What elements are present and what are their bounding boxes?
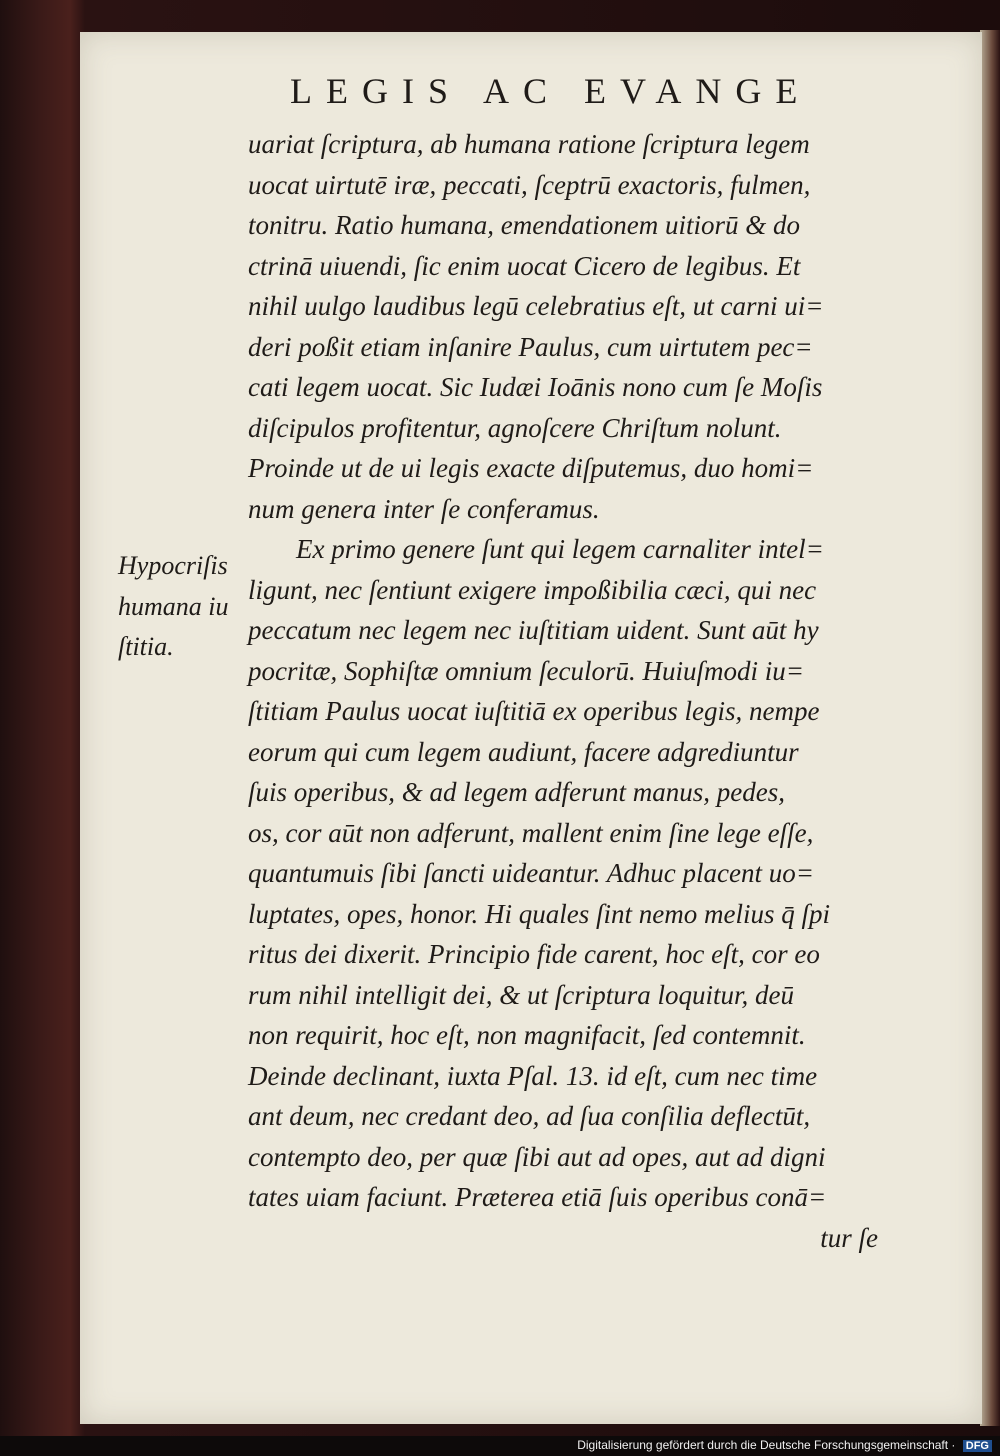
text-line: ritus dei dixerit. Principio fide carent, hoc eſt, cor eo: [248, 939, 820, 969]
text-line: Deinde declinant, iuxta Pſal. 13. id eſt, cum nec time: [248, 1060, 818, 1091]
dfg-logo: DFG: [963, 1440, 992, 1452]
text-line: uocat uirtutē iræ, peccati, ſceptrū exactoris, fulmen,: [248, 169, 811, 200]
text-line: deri poßit etiam inſanire Paulus, cum uirtutem pec=: [248, 331, 813, 362]
text-line: non requirit, hoc eſt, non magnifacit, ſed contemnit.: [248, 1020, 806, 1050]
text-line: tates uiam faciunt. Præterea etiā ſuis operibus conā=: [248, 1182, 827, 1212]
text-line: cati legem uocat. Sic Iudæi Ioānis nono cum ſe Moſis: [248, 372, 823, 402]
text-line: eorum qui cum legem audiunt, facere adgrediuntur: [248, 736, 799, 767]
catchword: tur ſe: [820, 1222, 878, 1253]
text-line: ctrinā uiuendi, ſic enim uocat Cicero de legibus. Et: [248, 250, 801, 281]
text-line: os, cor aūt non adferunt, mallent enim ſine lege eſſe,: [248, 817, 814, 848]
text-line: contempto deo, per quæ ſibi aut ad opes, aut ad digni: [248, 1141, 826, 1172]
text-line: ligunt, nec ſentiunt exigere impoßibilia cæci, qui nec: [248, 574, 817, 605]
text-line: tonitru. Ratio humana, emendationem uitiorū & do: [248, 210, 800, 240]
marginal-note-line: ſtitia.: [118, 632, 174, 661]
text-line: Proinde ut de ui legis exacte diſputemus, duo homi=: [248, 453, 814, 483]
marginal-note-line: humana iu: [118, 591, 229, 621]
text-line: Ex primo genere ſunt qui legem carnaliter intel=: [296, 534, 824, 564]
text-line: pocritæ, Sophiſtæ omnium ſeculorū. Huiuſmodi iu=: [248, 655, 804, 686]
text-line: diſcipulos profitentur, agnoſcere Chriſtum nolunt.: [248, 412, 782, 443]
page-edge: [980, 30, 1000, 1426]
footer-credit: [577, 1438, 992, 1452]
marginal-note-line: Hypocriſis: [118, 551, 228, 580]
text-line: peccatum nec legem nec iuſtitiam uident. Sunt aūt hy: [248, 615, 819, 645]
text-line: rum nihil intelligit dei, & ut ſcriptura loquitur, deū: [248, 979, 794, 1010]
text-line: nihil uulgo laudibus legū celebratius eſt, ut carni ui=: [248, 291, 824, 321]
body-text: [248, 124, 878, 1258]
footer-credit-text: Digitalisierung gefördert durch die Deutsche Forschungsgemeinschaft ·: [577, 1438, 956, 1452]
text-line: ſuis operibus, & ad legem adferunt manus, pedes,: [248, 777, 785, 807]
text-line: ant deum, nec credant deo, ad ſua conſilia deflectūt,: [248, 1101, 811, 1131]
text-line: ſtitiam Paulus uocat iuſtitiā ex operibus legis, nempe: [248, 696, 820, 726]
text-line: uariat ſcriptura, ab humana ratione ſcriptura legem: [248, 129, 810, 159]
text-line: quantumuis ſibi ſancti uideantur. Adhuc placent uo=: [248, 858, 814, 888]
marginal-note: [118, 546, 258, 668]
text-line: num genera inter ſe conferamus.: [248, 493, 600, 524]
running-head: LEGIS AC EVANGE: [290, 71, 812, 111]
text-line: luptates, opes, honor. Hi quales ſint nemo melius q̄ ſpi: [248, 898, 830, 929]
